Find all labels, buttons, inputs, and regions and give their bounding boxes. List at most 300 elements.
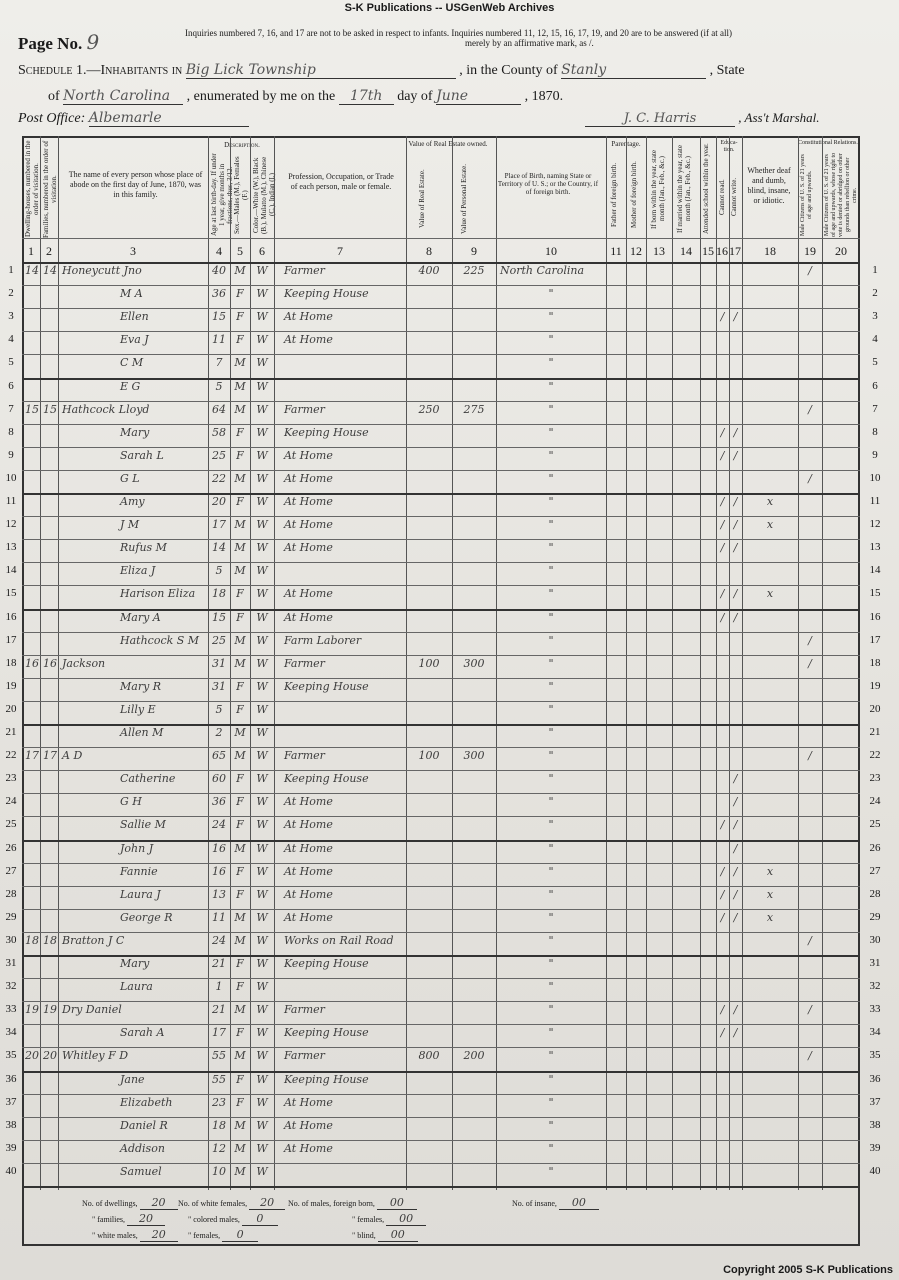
cannot-read-mark: / <box>720 541 725 555</box>
color: W <box>256 495 268 508</box>
footer-white-females: No. of white females, 20 <box>178 1196 285 1210</box>
column-number: 15 <box>702 244 714 258</box>
cannot-write-mark: / <box>733 495 738 508</box>
footer-families: " families, 20 <box>82 1212 165 1226</box>
footer-colored-males: " colored males, 0 <box>178 1212 278 1226</box>
sex: F <box>236 448 244 462</box>
row-divider <box>22 770 860 771</box>
row-divider <box>22 354 860 355</box>
line-number-left: 18 <box>5 656 17 669</box>
line-number-right: 12 <box>869 518 881 531</box>
line-number-right: 24 <box>869 795 881 808</box>
footer-foreign-females: " females, 00 <box>288 1212 426 1226</box>
occupation: At Home <box>284 518 333 532</box>
sex: F <box>236 1072 244 1086</box>
col-header-age: Age at last birth-day. If under 1 year, give months in fractions, thus, 3/12. <box>210 153 234 237</box>
sex: F <box>236 1095 244 1109</box>
sex: M <box>234 1003 246 1017</box>
sex: F <box>236 772 244 786</box>
person-name: Rufus M <box>120 541 167 555</box>
sex: F <box>236 587 244 601</box>
line-number-left: 27 <box>5 864 17 877</box>
age: 1 <box>215 980 223 994</box>
birthplace: " <box>548 518 554 532</box>
birthplace: " <box>548 818 554 832</box>
citizen-mark: / <box>808 933 812 947</box>
sex: M <box>234 749 246 763</box>
deaf-blind-mark: x <box>766 518 774 532</box>
line-number-left: 29 <box>5 910 17 923</box>
birthplace: " <box>548 610 554 624</box>
color: W <box>256 541 268 555</box>
cannot-read-mark: / <box>720 910 725 924</box>
birthplace: " <box>548 1049 554 1063</box>
line-number-left: 8 <box>8 425 14 438</box>
line-number-left: 3 <box>8 310 14 323</box>
birthplace: " <box>548 1095 554 1109</box>
birthplace: " <box>548 1003 554 1017</box>
color: W <box>256 887 268 901</box>
sex: F <box>236 610 244 624</box>
occupation: Keeping House <box>284 957 369 970</box>
county-field: Stanly <box>561 62 706 79</box>
age: 23 <box>212 1095 226 1109</box>
color: W <box>256 980 268 994</box>
line-number-left: 4 <box>8 333 14 346</box>
column-divider <box>40 136 41 1190</box>
marshal-line: J. C. Harris , Ass't Marshal. <box>585 110 820 127</box>
occupation: At Home <box>284 864 333 878</box>
sex: F <box>236 887 244 901</box>
page-number-label: Page No. 9 <box>18 30 100 54</box>
row-divider <box>22 978 860 979</box>
real-estate-value: 800 <box>418 1049 440 1063</box>
person-name: Mary <box>120 425 150 439</box>
real-estate-value: 250 <box>418 402 440 416</box>
column-number: 9 <box>471 244 477 258</box>
row-divider <box>22 238 860 239</box>
line-number-right: 19 <box>869 679 881 692</box>
sex: M <box>234 402 246 416</box>
occupation: Farmer <box>284 656 325 670</box>
line-number-left: 19 <box>5 679 17 692</box>
birthplace: " <box>548 471 554 485</box>
cannot-read-mark: / <box>720 310 725 324</box>
line-number-left: 21 <box>5 726 17 738</box>
col-header-mother-foreign: Mother of foreign birth. <box>630 161 638 229</box>
row-divider <box>22 747 860 748</box>
cannot-read-mark: / <box>720 1026 725 1040</box>
row-divider <box>22 447 860 448</box>
birthplace: " <box>548 1072 554 1086</box>
color: W <box>256 356 268 370</box>
birthplace: " <box>548 679 554 693</box>
color: W <box>256 795 268 809</box>
column-divider <box>646 136 647 1190</box>
sex: M <box>234 1141 246 1155</box>
deaf-blind-mark: x <box>766 910 774 924</box>
sex: M <box>234 1118 246 1132</box>
age: 7 <box>215 356 223 370</box>
col-header-description: Description. <box>224 141 260 149</box>
sex: F <box>236 795 244 809</box>
family-number: 20 <box>43 1049 57 1063</box>
person-name: Eliza J <box>120 564 156 578</box>
birthplace: " <box>548 910 554 924</box>
color: W <box>256 841 268 855</box>
person-name: Fannie <box>120 864 158 878</box>
row-divider <box>22 1140 860 1141</box>
person-name: M A <box>120 287 143 301</box>
column-divider <box>742 136 743 1190</box>
marshal-signature: J. C. Harris <box>585 111 735 127</box>
birthplace: " <box>548 1026 554 1040</box>
occupation: At Home <box>284 818 333 832</box>
col-header-sex: Sex.—Males (M.), Females (F.) <box>233 156 249 234</box>
cannot-write-mark: / <box>733 518 738 532</box>
person-name: Honeycutt Jno <box>62 264 142 277</box>
cannot-write-mark: / <box>733 1026 738 1040</box>
color: W <box>256 1095 268 1109</box>
col-header-personal-estate: Value of Personal Estate. <box>460 164 468 234</box>
person-name: Sarah L <box>120 448 164 462</box>
col-header-real-estate: Value of Real Estate. <box>418 169 426 229</box>
column-number: 12 <box>630 244 642 258</box>
line-number-right: 1 <box>872 264 878 276</box>
line-number-right: 13 <box>869 541 881 554</box>
color: W <box>256 610 268 624</box>
row-divider <box>22 331 860 332</box>
age: 36 <box>212 287 226 301</box>
line-number-right: 16 <box>869 610 881 623</box>
footer-blind: " blind, 00 <box>288 1228 418 1242</box>
color: W <box>256 864 268 878</box>
cannot-read-mark: / <box>720 887 725 901</box>
birthplace: " <box>548 287 554 301</box>
age: 14 <box>212 541 226 555</box>
age: 40 <box>212 264 226 277</box>
age: 22 <box>212 471 226 485</box>
cannot-write-mark: / <box>733 795 738 809</box>
instructions: Inquiries numbered 7, 16, and 17 are not to be asked in respect to infants. Inquiries numbered 11, 12, 15, 16, 17, 19, and 20 are to be answered (if at all) merely by an affirmative mark, as /. <box>185 28 733 48</box>
sex: F <box>236 425 244 439</box>
family-number: 19 <box>43 1003 57 1017</box>
col-header-cannot-read: Cannot read. <box>718 179 726 215</box>
person-name: Hathcock Lloyd <box>62 402 150 416</box>
line-number-left: 36 <box>5 1072 17 1085</box>
sex: M <box>234 564 246 578</box>
occupation: At Home <box>284 610 333 624</box>
column-divider <box>700 136 701 1190</box>
color: W <box>256 1003 268 1017</box>
occupation: Keeping House <box>284 1026 369 1040</box>
line-number-left: 26 <box>5 841 17 854</box>
line-number-left: 10 <box>5 471 17 484</box>
color: W <box>256 310 268 324</box>
row-divider <box>22 1094 860 1095</box>
age: 21 <box>212 957 226 970</box>
line-number-left: 16 <box>5 610 17 623</box>
real-estate-value: 100 <box>418 656 440 670</box>
color: W <box>256 471 268 485</box>
personal-estate-value: 300 <box>463 749 485 763</box>
family-number: 18 <box>43 933 57 947</box>
person-name: George R <box>120 910 173 924</box>
line-number-left: 11 <box>5 495 17 507</box>
cannot-write-mark: / <box>733 1003 738 1017</box>
post-office-field: Albemarle <box>89 110 249 127</box>
age: 11 <box>212 333 226 347</box>
row-divider <box>22 516 860 517</box>
line-number-left: 24 <box>5 795 17 808</box>
cannot-read-mark: / <box>720 587 725 601</box>
line-number-right: 36 <box>869 1072 881 1085</box>
person-name: Catherine <box>120 772 176 786</box>
line-number-left: 17 <box>5 633 17 646</box>
birthplace: " <box>548 980 554 994</box>
age: 16 <box>212 864 226 878</box>
sex: M <box>234 379 246 393</box>
sex: M <box>234 541 246 555</box>
row-divider <box>22 886 860 887</box>
color: W <box>256 957 268 970</box>
row-divider <box>22 401 860 402</box>
sex: M <box>234 1164 246 1178</box>
color: W <box>256 1049 268 1063</box>
day-field: 17th <box>339 88 394 105</box>
person-name: Lilly E <box>120 702 156 716</box>
line-number-right: 2 <box>872 287 878 300</box>
person-name: Eva J <box>120 333 149 347</box>
color: W <box>256 402 268 416</box>
age: 55 <box>212 1072 226 1086</box>
birthplace: " <box>548 587 554 601</box>
deaf-blind-mark: x <box>766 495 774 508</box>
age: 24 <box>212 933 226 947</box>
color: W <box>256 587 268 601</box>
birthplace: " <box>548 379 554 393</box>
cannot-write-mark: / <box>733 818 738 832</box>
line-number-left: 38 <box>5 1118 17 1131</box>
sex: M <box>234 264 246 277</box>
column-divider <box>452 136 453 1190</box>
line-number-right: 22 <box>869 749 881 762</box>
age: 16 <box>212 841 226 855</box>
age: 58 <box>212 425 226 439</box>
occupation: Keeping House <box>284 679 369 693</box>
age: 11 <box>212 910 226 924</box>
column-number: 20 <box>835 244 847 258</box>
line-number-left: 22 <box>5 749 17 762</box>
row-divider <box>22 1024 860 1025</box>
line-number-left: 6 <box>8 379 14 392</box>
occupation: At Home <box>284 587 333 601</box>
col-header-family: Families, numbered in the order of visitation. <box>42 140 58 238</box>
age: 65 <box>212 749 226 763</box>
color: W <box>256 425 268 439</box>
cannot-write-mark: / <box>733 841 738 855</box>
occupation: Farmer <box>284 749 325 763</box>
column-number: 2 <box>46 244 52 258</box>
person-name: Mary R <box>120 679 162 693</box>
col-header-school: Attended school within the year. <box>702 143 710 235</box>
birthplace: " <box>548 310 554 324</box>
line-number-right: 33 <box>869 1003 881 1016</box>
person-name: Mary A <box>120 610 161 624</box>
occupation: At Home <box>284 1118 333 1132</box>
column-divider <box>274 136 275 1190</box>
row-divider <box>22 1001 860 1002</box>
row-divider <box>22 308 860 309</box>
citizen-mark: / <box>808 1003 812 1017</box>
row-divider <box>22 1163 860 1164</box>
col-header-birthplace: Place of Birth, naming State or Territory of U. S.; or the Country, if of foreign birth. <box>497 172 599 196</box>
dwelling-number: 15 <box>25 402 39 416</box>
column-divider <box>626 136 627 1190</box>
line-number-right: 18 <box>869 656 881 669</box>
line-number-right: 5 <box>872 356 878 369</box>
column-number: 17 <box>729 244 741 258</box>
col-header-name: The name of every person whose place of abode on the first day of June, 1870, was in this family. <box>68 170 203 199</box>
column-divider <box>672 136 673 1190</box>
line-number-left: 9 <box>8 448 14 461</box>
birthplace: " <box>548 702 554 716</box>
age: 18 <box>212 1118 226 1132</box>
sex: F <box>236 957 244 970</box>
color: W <box>256 1118 268 1132</box>
family-number: 14 <box>43 264 57 277</box>
sex: M <box>234 841 246 855</box>
column-number: 11 <box>610 244 622 258</box>
real-estate-value: 100 <box>418 749 440 763</box>
line-number-right: 39 <box>869 1141 881 1154</box>
township-field: Big Lick Township <box>186 62 456 79</box>
occupation: Keeping House <box>284 425 369 439</box>
line-number-left: 1 <box>8 264 14 276</box>
age: 60 <box>212 772 226 786</box>
column-number: 6 <box>259 244 265 258</box>
sex: M <box>234 656 246 670</box>
col-header-education: Educa-tion. <box>720 140 738 153</box>
person-name: Bratton J C <box>62 933 125 947</box>
person-name: Mary <box>120 957 150 970</box>
person-name: Laura J <box>120 887 161 901</box>
sex: M <box>234 1049 246 1063</box>
age: 55 <box>212 1049 226 1063</box>
col-header-dwelling: Dwelling-houses, numbered in the order of visitation. <box>24 140 40 238</box>
dwelling-number: 16 <box>25 656 39 670</box>
row-divider <box>22 539 860 540</box>
cannot-read-mark: / <box>720 495 725 508</box>
color: W <box>256 633 268 647</box>
line-number-right: 25 <box>869 818 881 831</box>
occupation: Farmer <box>284 402 325 416</box>
birthplace: " <box>548 887 554 901</box>
row-divider <box>22 863 860 864</box>
birthplace: " <box>548 772 554 786</box>
row-divider <box>22 1047 860 1048</box>
row-divider <box>22 1117 860 1118</box>
row-divider <box>22 655 860 656</box>
color: W <box>256 910 268 924</box>
person-name: Samuel <box>120 1164 162 1178</box>
line-number-right: 14 <box>869 564 881 577</box>
sex: F <box>236 818 244 832</box>
color: W <box>256 448 268 462</box>
occupation: Farmer <box>284 1003 325 1017</box>
real-estate-value: 400 <box>418 264 440 277</box>
cannot-read-mark: / <box>720 518 725 532</box>
line-number-left: 20 <box>5 702 17 715</box>
occupation: At Home <box>284 541 333 555</box>
dwelling-number: 20 <box>25 1049 39 1063</box>
row-divider <box>22 632 860 633</box>
line-number-left: 5 <box>8 356 14 369</box>
column-number: 4 <box>216 244 222 258</box>
column-divider <box>230 136 231 1190</box>
sex: F <box>236 864 244 878</box>
sex: M <box>234 471 246 485</box>
sex: F <box>236 679 244 693</box>
schedule-line: Schedule 1.—Inhabitants in Big Lick Township , in the County of Stanly , State <box>18 62 745 78</box>
personal-estate-value: 200 <box>463 1049 485 1063</box>
line-number-right: 30 <box>869 933 881 946</box>
line-number-left: 39 <box>5 1141 17 1154</box>
age: 18 <box>212 587 226 601</box>
person-name: Harison Eliza <box>120 587 196 601</box>
citizen-mark: / <box>808 633 812 647</box>
occupation: At Home <box>284 333 333 347</box>
cannot-read-mark: / <box>720 1003 725 1017</box>
color: W <box>256 264 268 277</box>
person-name: Dry Daniel <box>62 1003 122 1017</box>
footer-colored-females: " females, 0 <box>178 1228 258 1242</box>
dwelling-number: 14 <box>25 264 39 277</box>
personal-estate-value: 275 <box>463 402 485 416</box>
column-divider <box>208 136 209 1190</box>
row-divider <box>22 285 860 286</box>
cannot-write-mark: / <box>733 425 738 439</box>
occupation: Keeping House <box>284 772 369 786</box>
line-number-right: 11 <box>869 495 881 507</box>
col-header-deaf-blind: Whether deaf and dumb, blind, insane, or idiotic. <box>747 166 791 205</box>
column-divider <box>798 136 799 1190</box>
color: W <box>256 1026 268 1040</box>
footer-dwellings: No. of dwellings, 20 <box>82 1196 178 1210</box>
line-number-right: 17 <box>869 633 881 646</box>
age: 17 <box>212 518 226 532</box>
color: W <box>256 772 268 786</box>
color: W <box>256 1072 268 1086</box>
age: 20 <box>212 495 226 508</box>
row-divider <box>22 585 860 586</box>
cannot-write-mark: / <box>733 864 738 878</box>
dwelling-number: 17 <box>25 749 39 763</box>
person-name: Laura <box>120 980 153 994</box>
cannot-read-mark: / <box>720 864 725 878</box>
person-name: Jane <box>120 1072 145 1086</box>
cannot-write-mark: / <box>733 610 738 624</box>
row-divider <box>22 932 860 933</box>
person-name: G L <box>120 471 140 485</box>
sex: F <box>236 287 244 301</box>
col-header-father-foreign: Father of foreign birth. <box>610 162 618 228</box>
occupation: At Home <box>284 310 333 324</box>
person-name: Allen M <box>120 726 164 739</box>
cannot-write-mark: / <box>733 887 738 901</box>
birthplace: " <box>548 495 554 508</box>
color: W <box>256 818 268 832</box>
